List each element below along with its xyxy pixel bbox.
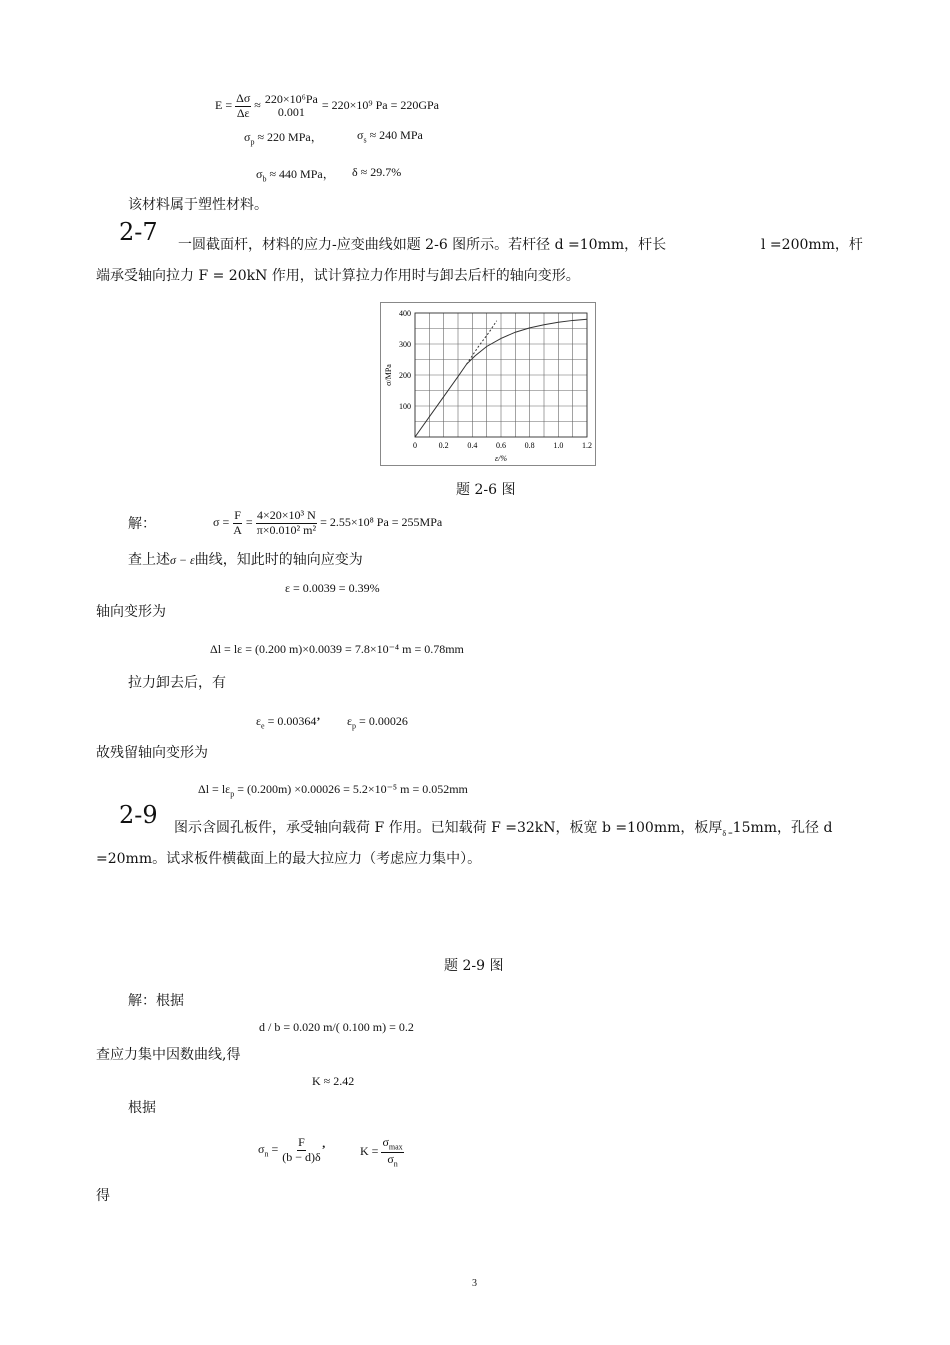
line-residual: 故残留轴向变形为 (96, 745, 208, 761)
equation-eps-p (347, 714, 408, 730)
frac-num (381, 1136, 403, 1153)
sub: b (262, 174, 267, 184)
text-b: = (0.200m) ×0.00026 = 5.2×10⁻⁵ m = 0.052mm (237, 782, 468, 796)
equation-sigma-b (256, 165, 335, 183)
frac-den: (b − d)δ (282, 1149, 321, 1164)
line-plastic: 该材料属于塑性材料。 (128, 197, 268, 213)
equation-k: K ≈ 2.42 (312, 1074, 355, 1088)
frac-num: Δσ (236, 91, 251, 105)
sub: n (393, 1158, 398, 1168)
text-a: 图示含圆孔板件，承受轴向载荷 F 作用。已知载荷 F =32kN，板宽 b =100mm，板厚 (174, 820, 723, 836)
equation-sigma-p (244, 128, 323, 146)
sub: s (363, 135, 367, 145)
figure-2-9-caption: 题 2-9 图 (444, 958, 504, 974)
y-tick-label: 400 (399, 309, 411, 318)
equation-strain: ε = 0.0039 = 0.39% (285, 581, 380, 595)
equation-elastic-modulus (215, 92, 439, 121)
x-tick-label: 1.2 (582, 441, 592, 450)
sym: σ (387, 1151, 394, 1166)
equation-stress (213, 509, 442, 538)
x-tick-label: 0.6 (496, 441, 506, 450)
equation-delta: δ ≈ 29.7% (352, 165, 402, 179)
eq-eq: = (245, 515, 253, 530)
series-line-dashed (467, 321, 497, 364)
solution-2-label: 解：根据 (128, 993, 184, 1009)
frac2-num: 220×10⁶Pa (264, 91, 318, 106)
equation-sigma-n: $\sigma_n$ = $\frac{F}{(b - d)\delta}$ ’ (258, 1135, 326, 1164)
equation-ratio: d / b = 0.020 m/( 0.100 m) = 0.2 (259, 1020, 414, 1034)
line-check (128, 549, 363, 569)
val: ≈ 440 MPa， (269, 167, 335, 181)
sub: p (250, 137, 255, 147)
line-get: 得 (96, 1188, 110, 1204)
sub: n (264, 1149, 269, 1159)
lhs: K = (360, 1143, 379, 1158)
curve-symbol: σ − ε (170, 553, 195, 567)
sub: e (261, 721, 265, 731)
x-tick-label: 0.8 (524, 441, 535, 450)
delta-symbol: δ = (722, 829, 733, 838)
line-unload: 拉力卸去后，有 (128, 675, 226, 691)
sub: p (230, 789, 235, 799)
problem-number-2-7: 2-7 (119, 218, 158, 246)
problem-2-9-line2: =20mm。试求板件横截面上的最大拉应力（考虑应力集中）。 (96, 851, 482, 867)
text: 查上述 (128, 552, 170, 568)
equation-residual (198, 782, 468, 798)
val: = 0.00364 (267, 714, 317, 728)
text-rest: 曲线，知此时的轴向应变为 (194, 552, 363, 568)
frac-den (386, 1153, 398, 1169)
frac2-den: 0.001 (277, 105, 305, 120)
line-factor: 查应力集中因数曲线,得 (96, 1047, 241, 1063)
sym: σ (256, 167, 263, 181)
eq-rhs: = 220×10⁹ Pa = 220GPa (321, 98, 439, 113)
equation-eps-e: $\varepsilon_e = 0.00364$’ (256, 714, 321, 731)
val: ≈ 240 MPa (369, 128, 423, 142)
sym: σ (244, 130, 251, 144)
frac (281, 1136, 321, 1165)
eq-lhs: E = (215, 98, 233, 113)
text-a: Δl = lε (198, 782, 231, 796)
text-b: 15mm，孔径 d (732, 820, 833, 836)
figure-2-6-caption: 题 2-6 图 (456, 482, 516, 498)
frac (381, 1136, 403, 1168)
eq-lhs: σ = (213, 515, 230, 530)
problem-2-7-length: l =200mm，杆 (761, 237, 863, 253)
x-tick-label: 0 (413, 441, 417, 450)
sym: σ (382, 1135, 389, 1149)
problem-2-7-line1: 一圆截面杆，材料的应力-应变曲线如题 2-6 图所示。若杆径 d =10mm，杆长 (178, 237, 667, 253)
x-axis-label: ε/% (494, 454, 508, 463)
sym: ε (347, 714, 353, 728)
line-axial: 轴向变形为 (96, 604, 166, 620)
figure-2-6 (380, 302, 596, 466)
frac-num: F (234, 508, 241, 522)
solution-label: 解： (128, 516, 156, 532)
y-tick-label: 100 (399, 402, 411, 411)
x-tick-label: 1.0 (553, 441, 564, 450)
frac-num: F (298, 1135, 305, 1149)
frac-den: Δε (236, 105, 250, 120)
sub: max (388, 1142, 403, 1152)
x-tick-label: 0.4 (467, 441, 478, 450)
sym: ε (256, 714, 262, 728)
eq: = (271, 1142, 279, 1157)
val: ≈ 220 MPa， (257, 130, 323, 144)
problem-number-2-9: 2-9 (119, 801, 158, 829)
stress-strain-chart (381, 303, 595, 465)
frac2-den: π×0.010² m² (256, 522, 317, 537)
y-tick-label: 300 (399, 340, 411, 349)
eq-frac (235, 92, 251, 121)
line-basis: 根据 (128, 1100, 156, 1116)
sub: p (352, 721, 357, 731)
problem-2-9-line1 (174, 817, 832, 838)
y-axis-label: σ/MPa (384, 364, 393, 386)
sym: σ (258, 1142, 265, 1157)
frac-den: A (233, 522, 242, 537)
equation-k-def (360, 1136, 404, 1168)
eq-rhs: = 2.55×10⁸ Pa = 255MPa (320, 515, 443, 530)
page-number: 3 (472, 1278, 477, 1289)
eq-approx: ≈ (254, 98, 261, 113)
equation-elongation: Δl = lε = (0.200 m)×0.0039 = 7.8×10⁻⁴ m = 0.78mm (210, 642, 464, 656)
val: = 0.00026 (359, 714, 408, 728)
eq-frac2 (264, 93, 319, 121)
eq-frac (232, 509, 243, 538)
eq-frac2 (256, 509, 317, 538)
frac2-num: 4×20×10³ N (256, 508, 316, 522)
x-tick-label: 0.2 (438, 441, 449, 450)
sym: σ (357, 128, 364, 142)
equation-sigma-s (357, 128, 423, 144)
problem-2-7-line2: 端承受轴向拉力 F = 20kN 作用，试计算拉力作用时与卸去后杆的轴向变形。 (96, 268, 580, 284)
y-tick-label: 200 (399, 371, 411, 380)
